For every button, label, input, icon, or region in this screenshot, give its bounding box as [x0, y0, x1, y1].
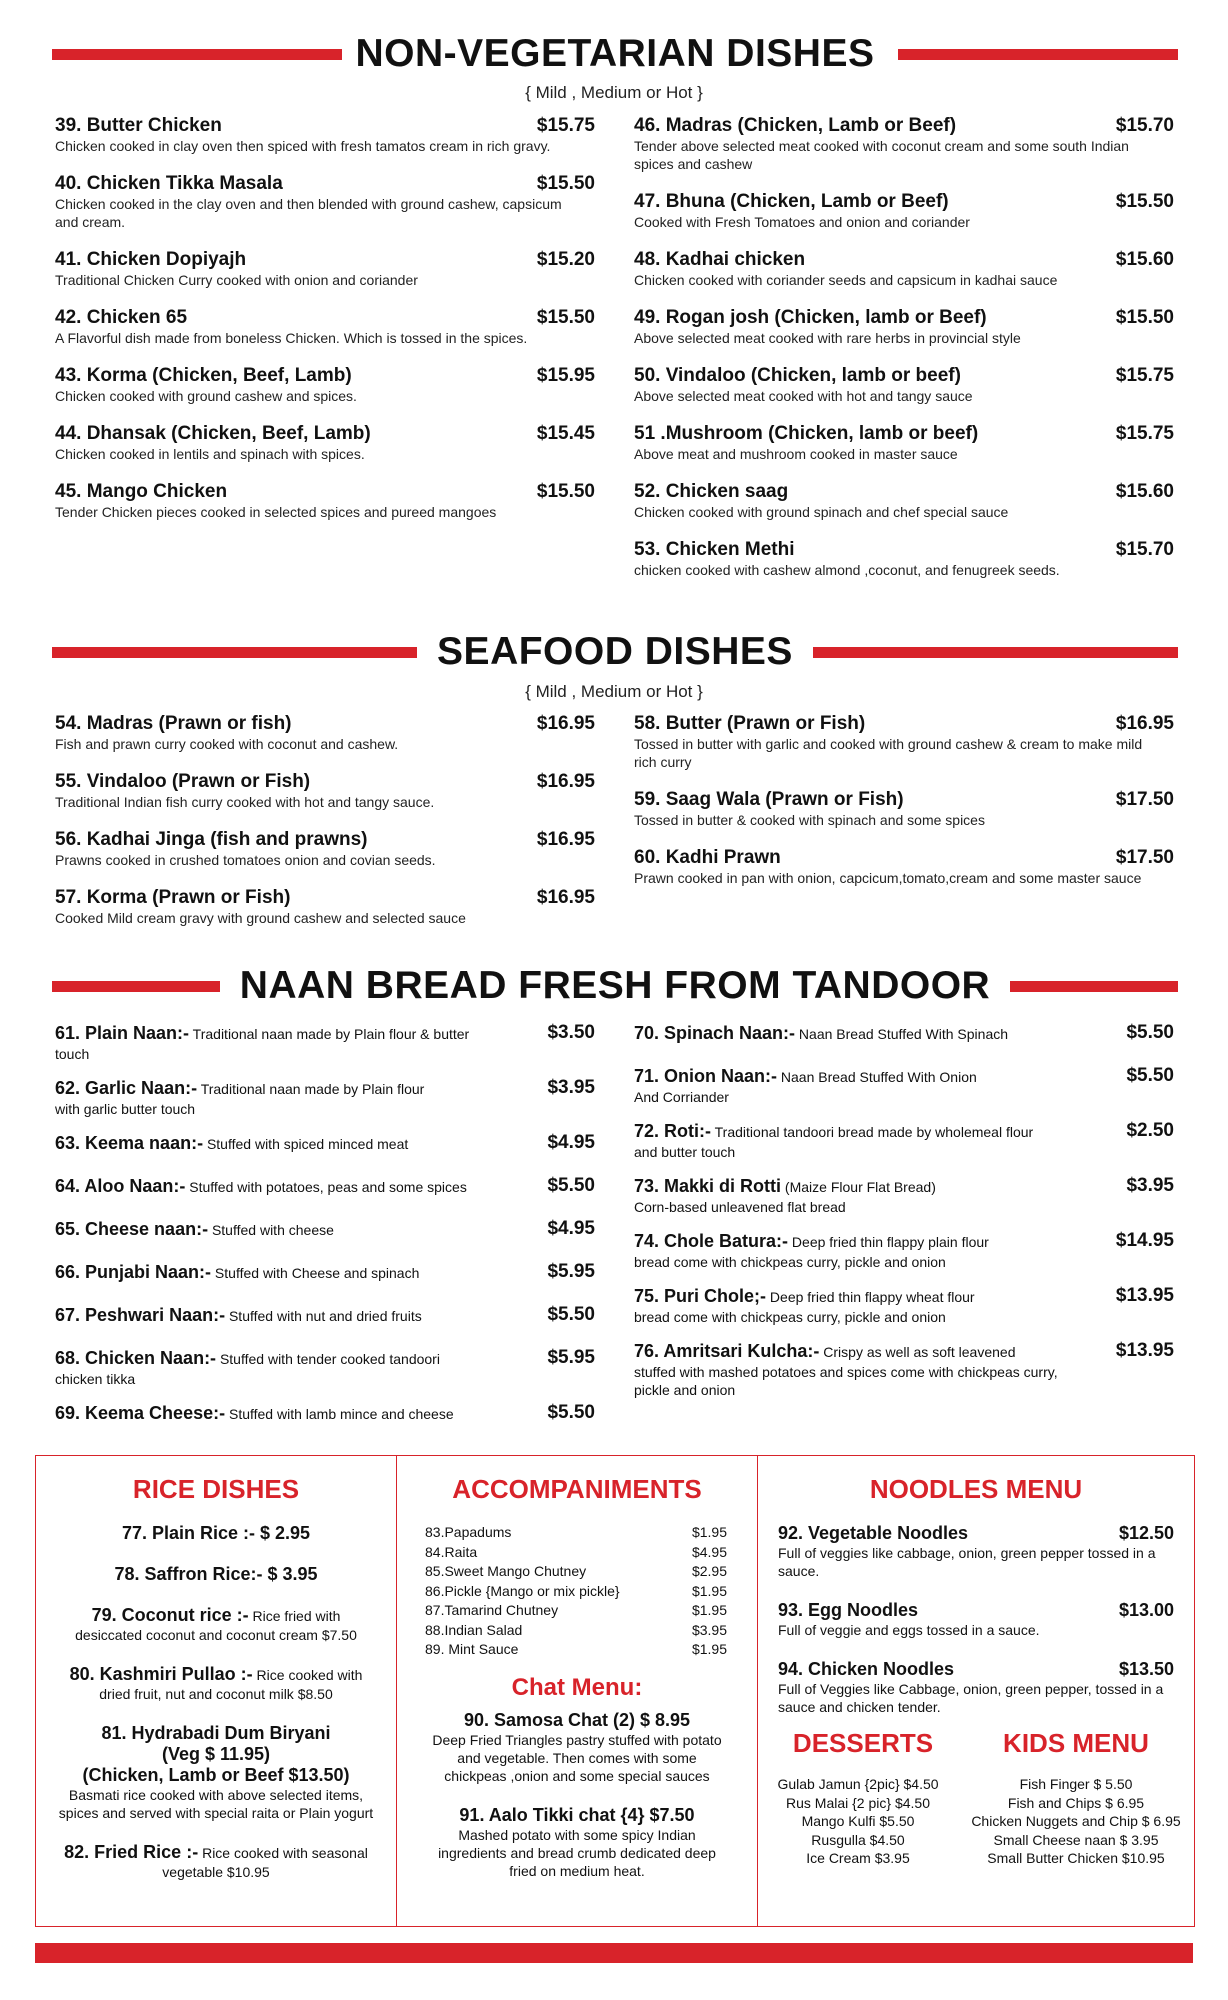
- naan-left-column: [55, 1022, 595, 1445]
- naan-right-column: [634, 1022, 1174, 1413]
- item-description: Fish and prawn curry cooked with coconut and cashew.: [55, 736, 399, 752]
- accompaniments-box: [396, 1455, 758, 1927]
- item-description: Chicken cooked in the clay oven and then blended with ground cashew, capsicum and cream.: [55, 196, 562, 230]
- kids-title: KIDS MENU: [1003, 1728, 1149, 1758]
- noodle-name: 94. Chicken Noodles: [778, 1659, 955, 1679]
- menu-item: [55, 173, 595, 231]
- menu-item: [55, 1304, 595, 1327]
- kids-item: Fish Finger $ 5.50: [1019, 1776, 1133, 1792]
- rice-variant: (Chicken, Lamb or Beef $13.50): [82, 1765, 350, 1785]
- item-name-text: 76. Amritsari Kulcha:-: [634, 1341, 820, 1361]
- item-price: $16.95: [536, 829, 595, 850]
- noodle-price: $13.00: [1118, 1600, 1174, 1620]
- item-description: Corn-based unleavened flat bread: [634, 1199, 846, 1215]
- item-description: stuffed with mashed potatoes and spices come with chickpeas curry, pickle and onion: [634, 1364, 1058, 1398]
- item-inline-description: Stuffed with nut and dried fruits: [225, 1308, 422, 1324]
- desserts-item: Rus Malai {2 pic} $4.50: [786, 1794, 930, 1811]
- item-name: [634, 1022, 1174, 1045]
- item-price: $15.50: [1115, 307, 1174, 328]
- rice-inline-description: Rice cooked with seasonal: [198, 1845, 368, 1861]
- item-price: $15.50: [536, 481, 595, 502]
- item-inline-description: Traditional naan made by Plain flour & butter: [189, 1026, 470, 1042]
- rice-name: [48, 1564, 384, 1585]
- rice-name: [48, 1605, 384, 1626]
- menu-item: [55, 1347, 595, 1388]
- menu-item: [55, 1132, 595, 1155]
- item-description: And Corriander: [634, 1089, 729, 1105]
- menu-item: [634, 365, 1174, 405]
- menu-item: [55, 365, 595, 405]
- chat-name: 91. Aalo Tikki chat {4} $7.50: [459, 1804, 695, 1825]
- item-name: [55, 1175, 595, 1198]
- noodle-description: Full of Veggies like Cabbage, onion, green pepper, tossed in a sauce and chicken tender.: [778, 1681, 1164, 1715]
- item-inline-description: Stuffed with Cheese and spinach: [211, 1265, 420, 1281]
- noodle-name: 92. Vegetable Noodles: [778, 1523, 969, 1543]
- item-name-text: 71. Onion Naan:-: [634, 1066, 778, 1086]
- menu-item: [634, 249, 1174, 289]
- item-price: $5.95: [547, 1261, 595, 1282]
- item-description: touch: [55, 1046, 90, 1062]
- item-price: $4.95: [547, 1132, 595, 1153]
- item-price: $3.95: [547, 1077, 595, 1098]
- seafood-left-column: [55, 713, 595, 945]
- chat-description: Deep Fried Triangles pastry stuffed with potato and vegetable. Then comes with some chickpeas ,onion and some special sauces: [432, 1731, 722, 1784]
- item-name-text: 68. Chicken Naan:-: [55, 1348, 217, 1368]
- noodles-box: [757, 1455, 1195, 1927]
- spice-level: { Mild , Medium or Hot }: [525, 682, 703, 701]
- item-inline-description: Stuffed with potatoes, peas and some spices: [185, 1179, 467, 1195]
- item-price: $15.50: [536, 307, 595, 328]
- item-name-text: 73. Makki di Rotti: [634, 1176, 782, 1196]
- item-name-text: 75. Puri Chole;-: [634, 1286, 767, 1306]
- menu-item: [634, 191, 1174, 231]
- item-description: Cooked with Fresh Tomatoes and onion and coriander: [634, 214, 970, 230]
- item-name: 49. Rogan josh (Chicken, lamb or Beef): [634, 307, 987, 328]
- menu-item: [55, 1022, 595, 1063]
- item-description: chicken cooked with cashew almond ,coconut, and fenugreek seeds.: [634, 562, 1060, 578]
- rice-name-text: 79. Coconut rice :-: [91, 1605, 249, 1625]
- item-price: $16.95: [536, 713, 595, 734]
- kids-panel: [958, 1728, 1194, 1868]
- item-name: 60. Kadhi Prawn: [634, 847, 781, 868]
- item-inline-description: Naan Bread Stuffed With Spinach: [795, 1026, 1009, 1042]
- accompaniment-name: 88.Indian Salad: [425, 1621, 523, 1638]
- item-name-text: 70. Spinach Naan:-: [634, 1023, 796, 1043]
- item-description: Prawn cooked in pan with onion, capcicum,tomato,cream and some master sauce: [634, 870, 1142, 886]
- item-name-text: 69. Keema Cheese:-: [55, 1403, 226, 1423]
- nonveg-header: [52, 30, 1178, 80]
- kids-list: [958, 1775, 1194, 1868]
- item-price: $15.95: [536, 365, 595, 386]
- item-name: [55, 1022, 595, 1045]
- item-price: $15.50: [536, 173, 595, 194]
- item-price: $15.60: [1115, 249, 1174, 270]
- rice-name: [48, 1523, 384, 1544]
- accompaniment-name: 85.Sweet Mango Chutney: [425, 1563, 587, 1579]
- rice-description: dried fruit, nut and coconut milk $8.50: [99, 1686, 333, 1702]
- accompaniment-price: $4.95: [691, 1543, 727, 1560]
- item-price: $5.50: [547, 1402, 595, 1423]
- item-description: Chicken cooked with coriander seeds and capsicum in kadhai sauce: [634, 272, 1058, 288]
- item-inline-description: Traditional naan made by Plain flour: [197, 1081, 425, 1097]
- section-title: NON-VEGETARIAN DISHES: [342, 32, 889, 75]
- desserts-item: Mango Kulfi $5.50: [801, 1813, 915, 1829]
- item-name: [55, 1218, 595, 1241]
- menu-item: [634, 1175, 1174, 1216]
- item-price: $5.95: [547, 1347, 595, 1368]
- item-description: with garlic butter touch: [55, 1101, 196, 1117]
- accompaniment-row: [425, 1582, 727, 1602]
- item-price: $5.50: [1126, 1065, 1174, 1086]
- item-description: chicken tikka: [55, 1371, 136, 1387]
- noodle-description: Full of veggies like cabbage, onion, green pepper tossed in a sauce.: [778, 1545, 1156, 1579]
- menu-item: [55, 481, 595, 521]
- menu-item: [55, 249, 595, 289]
- kids-item: Small Butter Chicken $10.95: [987, 1850, 1165, 1866]
- item-description: Above selected meat cooked with rare herbs in provincial style: [634, 330, 1021, 346]
- item-price: $17.50: [1115, 847, 1174, 868]
- accompaniment-price: $1.95: [691, 1602, 727, 1618]
- item-name-text: 61. Plain Naan:-: [55, 1023, 190, 1043]
- accompaniment-price: $1.95: [691, 1641, 727, 1657]
- item-description: Traditional Indian fish curry cooked with hot and tangy sauce.: [55, 794, 435, 810]
- item-inline-description: Deep fried thin flappy wheat flour: [766, 1289, 975, 1305]
- item-name: [55, 1402, 595, 1425]
- item-name: [55, 1261, 595, 1284]
- menu-item: [634, 481, 1174, 521]
- seafood-right-column: [634, 713, 1174, 905]
- menu-item: [55, 1077, 595, 1118]
- accompaniment-price: $3.95: [691, 1621, 727, 1638]
- footer-bar: [35, 1943, 1193, 1963]
- menu-item: [55, 423, 595, 463]
- item-price: $15.20: [536, 249, 595, 270]
- menu-item: [55, 713, 595, 753]
- item-name-text: 66. Punjabi Naan:-: [55, 1262, 212, 1282]
- nonveg-left-column: [55, 115, 595, 539]
- item-description: Chicken cooked with ground cashew and spices.: [55, 388, 357, 404]
- item-price: $4.95: [547, 1218, 595, 1239]
- accompaniment-price: $1.95: [691, 1582, 727, 1599]
- item-description: A Flavorful dish made from boneless Chicken. Which is tossed in the spices.: [55, 330, 528, 346]
- menu-item: [634, 539, 1174, 579]
- rice-name-text: 82. Fried Rice :-: [64, 1842, 199, 1862]
- menu-item: [55, 115, 595, 155]
- menu-item: [55, 887, 595, 927]
- item-price: $17.50: [1115, 789, 1174, 810]
- item-inline-description: Naan Bread Stuffed With Onion: [777, 1069, 977, 1085]
- accompaniment-name: 83.Papadums: [425, 1524, 512, 1540]
- kids-item: Fish and Chips $ 6.95: [1007, 1794, 1145, 1811]
- item-name: [634, 1285, 1174, 1308]
- item-name-text: 63. Keema naan:-: [55, 1133, 204, 1153]
- menu-item: [634, 423, 1174, 463]
- rice-name-text: 80. Kashmiri Pullao :-: [69, 1664, 253, 1684]
- rice-description: Basmati rice cooked with above selected items, spices and served with special raita or Plain yogurt: [58, 1787, 374, 1821]
- noodle-item: [778, 1659, 1174, 1716]
- item-price: $15.75: [1115, 423, 1174, 444]
- item-price: $15.45: [536, 423, 595, 444]
- item-name: [55, 1132, 595, 1155]
- item-name: 40. Chicken Tikka Masala: [55, 173, 283, 194]
- item-inline-description: Stuffed with cheese: [208, 1222, 334, 1238]
- chat-name: 90. Samosa Chat (2) $ 8.95: [463, 1709, 691, 1730]
- desserts-item: Ice Cream $3.95: [806, 1850, 910, 1866]
- accompaniment-row: [425, 1523, 727, 1543]
- noodle-name: 93. Egg Noodles: [778, 1600, 919, 1620]
- item-name: 45. Mango Chicken: [55, 481, 228, 502]
- menu-item: [634, 789, 1174, 829]
- item-description: Tender above selected meat cooked with coconut cream and some south Indian spices and cashew: [634, 138, 1129, 172]
- item-description: Tossed in butter & cooked with spinach and some spices: [634, 812, 985, 828]
- item-name: 41. Chicken Dopiyajh: [55, 249, 247, 270]
- rice-box: [35, 1455, 397, 1927]
- kids-item: Small Cheese naan $ 3.95: [993, 1831, 1159, 1848]
- accompaniment-row: [425, 1640, 727, 1660]
- menu-item: [55, 771, 595, 811]
- rice-item: [48, 1842, 384, 1881]
- item-name: [634, 1340, 1174, 1363]
- rice-item: [48, 1523, 384, 1544]
- item-inline-description: Stuffed with spiced minced meat: [203, 1136, 409, 1152]
- item-name: 59. Saag Wala (Prawn or Fish): [634, 789, 904, 810]
- desserts-item: Rusgulla $4.50: [811, 1831, 905, 1848]
- nonveg-right-column: [634, 115, 1174, 597]
- item-name: 54. Madras (Prawn or fish): [55, 713, 292, 734]
- item-name: 56. Kadhai Jinga (fish and prawns): [55, 829, 368, 850]
- item-price: $5.50: [1126, 1022, 1174, 1043]
- item-name-text: 74. Chole Batura:-: [634, 1231, 789, 1251]
- item-price: $15.60: [1115, 481, 1174, 502]
- item-name: 51 .Mushroom (Chicken, lamb or beef): [634, 423, 979, 444]
- menu-item: [55, 307, 595, 347]
- noodle-price: $12.50: [1118, 1523, 1174, 1543]
- menu-item: [55, 1218, 595, 1241]
- menu-item: [634, 713, 1174, 771]
- item-description: Prawns cooked in crushed tomatoes onion and covian seeds.: [55, 852, 436, 868]
- item-price: $13.95: [1115, 1285, 1174, 1306]
- accompaniment-row: [425, 1543, 727, 1563]
- item-price: $16.95: [536, 887, 595, 908]
- item-name: 46. Madras (Chicken, Lamb or Beef): [634, 115, 957, 136]
- rice-item: [48, 1564, 384, 1585]
- item-name: 48. Kadhai chicken: [634, 249, 806, 270]
- accompaniment-price: $2.95: [691, 1563, 727, 1579]
- item-price: $3.95: [1126, 1175, 1174, 1196]
- rice-description: vegetable $10.95: [162, 1864, 270, 1880]
- chat-description: Mashed potato with some spicy Indian ingredients and bread crumb dedicated deep fried on medium heat.: [438, 1826, 716, 1879]
- item-name: [55, 1347, 595, 1370]
- kids-item: Chicken Nuggets and Chip $ 6.95: [971, 1813, 1181, 1829]
- item-description: bread come with chickpeas curry, pickle and onion: [634, 1254, 946, 1270]
- item-name: [634, 1175, 1174, 1198]
- menu-item: [634, 1230, 1174, 1271]
- section-title: NAAN BREAD FRESH FROM TANDOOR: [226, 964, 1004, 1007]
- item-description: Above meat and mushroom cooked in master sauce: [634, 446, 958, 462]
- item-name: 47. Bhuna (Chicken, Lamb or Beef): [634, 191, 949, 212]
- item-price: $15.70: [1115, 539, 1174, 560]
- rice-title: RICE DISHES: [132, 1474, 300, 1504]
- menu-item: [634, 307, 1174, 347]
- item-name-text: 64. Aloo Naan:-: [55, 1176, 186, 1196]
- item-price: $15.70: [1115, 115, 1174, 136]
- item-price: $14.95: [1115, 1230, 1174, 1251]
- rice-name-text: 81. Hydrabadi Dum Biryani: [101, 1723, 331, 1743]
- item-description: Chicken cooked with ground spinach and chef special sauce: [634, 504, 1009, 520]
- item-description: Tossed in butter with garlic and cooked with ground cashew & cream to make mild rich curry: [634, 736, 1143, 770]
- rice-name-text: 77. Plain Rice :- $ 2.95: [121, 1523, 311, 1543]
- rice-inline-description: Rice cooked with: [252, 1667, 363, 1683]
- item-name: 52. Chicken saag: [634, 481, 789, 502]
- menu-item: [55, 1175, 595, 1198]
- desserts-list: [758, 1775, 958, 1868]
- noodle-price: $13.50: [1118, 1659, 1174, 1679]
- item-description: Cooked Mild cream gravy with ground cashew and selected sauce: [55, 910, 466, 926]
- item-description: Chicken cooked in clay oven then spiced with fresh tamatos cream in rich gravy.: [55, 138, 551, 154]
- item-description: Above selected meat cooked with hot and tangy sauce: [634, 388, 973, 404]
- item-price: $2.50: [1126, 1120, 1174, 1141]
- item-name-text: 67. Peshwari Naan:-: [55, 1305, 226, 1325]
- rice-list: [36, 1523, 396, 1881]
- rice-item: [48, 1664, 384, 1703]
- menu-item: [55, 1261, 595, 1284]
- menu-item: [634, 847, 1174, 887]
- noodle-item: [778, 1523, 1174, 1580]
- desserts-item: Gulab Jamun {2pic} $4.50: [777, 1776, 939, 1792]
- item-name: 50. Vindaloo (Chicken, lamb or beef): [634, 365, 961, 386]
- accompaniments-list: [397, 1523, 757, 1660]
- item-name-text: 72. Roti:-: [634, 1121, 712, 1141]
- item-price: $15.75: [536, 115, 595, 136]
- accompaniment-row: [425, 1562, 727, 1582]
- accompaniments-title: ACCOMPANIMENTS: [452, 1474, 702, 1504]
- item-name: [55, 1304, 595, 1327]
- accompaniment-row: [425, 1601, 727, 1621]
- accompaniment-name: 87.Tamarind Chutney: [425, 1602, 559, 1618]
- menu-item: [634, 1285, 1174, 1326]
- chat-title: Chat Menu:: [511, 1673, 643, 1701]
- item-name: 53. Chicken Methi: [634, 539, 795, 560]
- rice-name: [48, 1664, 384, 1685]
- accompaniment-name: 89. Mint Sauce: [425, 1641, 519, 1657]
- chat-item: [427, 1805, 727, 1880]
- item-name: [634, 1230, 1174, 1253]
- rice-name: [48, 1842, 384, 1863]
- menu-item: [55, 829, 595, 869]
- item-name: 42. Chicken 65: [55, 307, 188, 328]
- naan-header: [52, 962, 1178, 1012]
- item-price: $5.50: [547, 1175, 595, 1196]
- rice-description: desiccated coconut and coconut cream $7.50: [75, 1627, 357, 1643]
- item-name: [634, 1120, 1174, 1143]
- rice-item: [48, 1723, 384, 1822]
- rice-name-text: 78. Saffron Rice:- $ 3.95: [114, 1564, 318, 1584]
- item-inline-description: Deep fried thin flappy plain flour: [788, 1234, 989, 1250]
- item-description: and butter touch: [634, 1144, 736, 1160]
- spice-level: { Mild , Medium or Hot }: [525, 83, 703, 102]
- rice-variant: (Veg $ 11.95): [161, 1744, 271, 1764]
- item-name: 58. Butter (Prawn or Fish): [634, 713, 866, 734]
- menu-item: [634, 1022, 1174, 1045]
- accompaniment-price: $1.95: [691, 1524, 727, 1540]
- rice-item: [48, 1605, 384, 1644]
- menu-item: [55, 1402, 595, 1425]
- item-price: $15.75: [1115, 365, 1174, 386]
- item-description: bread come with chickpeas curry, pickle and onion: [634, 1309, 946, 1325]
- noodles-title: NOODLES MENU: [869, 1474, 1083, 1504]
- seafood-header: [52, 628, 1178, 678]
- item-inline-description: Stuffed with lamb mince and cheese: [225, 1406, 454, 1422]
- accompaniment-name: 86.Pickle {Mango or mix pickle}: [425, 1582, 620, 1599]
- menu-item: [634, 115, 1174, 173]
- item-name: 44. Dhansak (Chicken, Beef, Lamb): [55, 423, 371, 444]
- noodles-list: [758, 1523, 1194, 1716]
- item-price: $13.95: [1115, 1340, 1174, 1361]
- item-name: [55, 1077, 595, 1100]
- menu-item: [634, 1340, 1174, 1399]
- desserts-panel: [758, 1728, 958, 1868]
- section-title: SEAFOOD DISHES: [423, 630, 807, 673]
- item-name: 43. Korma (Chicken, Beef, Lamb): [55, 365, 352, 386]
- rice-inline-description: Rice fried with: [248, 1608, 341, 1624]
- rice-name: [48, 1723, 384, 1744]
- item-name: 55. Vindaloo (Prawn or Fish): [55, 771, 311, 792]
- noodle-item: [778, 1600, 1174, 1639]
- chat-list: [397, 1710, 757, 1880]
- item-name: 57. Korma (Prawn or Fish): [55, 887, 291, 908]
- item-price: $16.95: [536, 771, 595, 792]
- item-description: Tender Chicken pieces cooked in selected spices and pureed mangoes: [55, 504, 497, 520]
- item-name: [634, 1065, 1174, 1088]
- menu-item: [634, 1120, 1174, 1161]
- desserts-title: DESSERTS: [792, 1728, 934, 1758]
- menu-item: [634, 1065, 1174, 1106]
- item-name: 39. Butter Chicken: [55, 115, 222, 136]
- item-inline-description: Stuffed with tender cooked tandoori: [216, 1351, 440, 1367]
- item-inline-description: Crispy as well as soft leavened: [819, 1344, 1016, 1360]
- accompaniment-row: [425, 1621, 727, 1641]
- item-name-text: 65. Cheese naan:-: [55, 1219, 209, 1239]
- item-description: Chicken cooked in lentils and spinach with spices.: [55, 446, 365, 462]
- item-price: $16.95: [1115, 713, 1174, 734]
- chat-item: [427, 1710, 727, 1785]
- item-name-text: 62. Garlic Naan:-: [55, 1078, 198, 1098]
- item-inline-description: (Maize Flour Flat Bread): [781, 1179, 936, 1195]
- item-price: $15.50: [1115, 191, 1174, 212]
- item-price: $3.50: [547, 1022, 595, 1043]
- accompaniment-name: 84.Raita: [425, 1543, 478, 1560]
- noodle-description: Full of veggie and eggs tossed in a sauce.: [778, 1622, 1040, 1638]
- item-price: $5.50: [547, 1304, 595, 1325]
- item-description: Traditional Chicken Curry cooked with onion and coriander: [55, 272, 418, 288]
- item-inline-description: Traditional tandoori bread made by wholemeal flour: [711, 1124, 1034, 1140]
